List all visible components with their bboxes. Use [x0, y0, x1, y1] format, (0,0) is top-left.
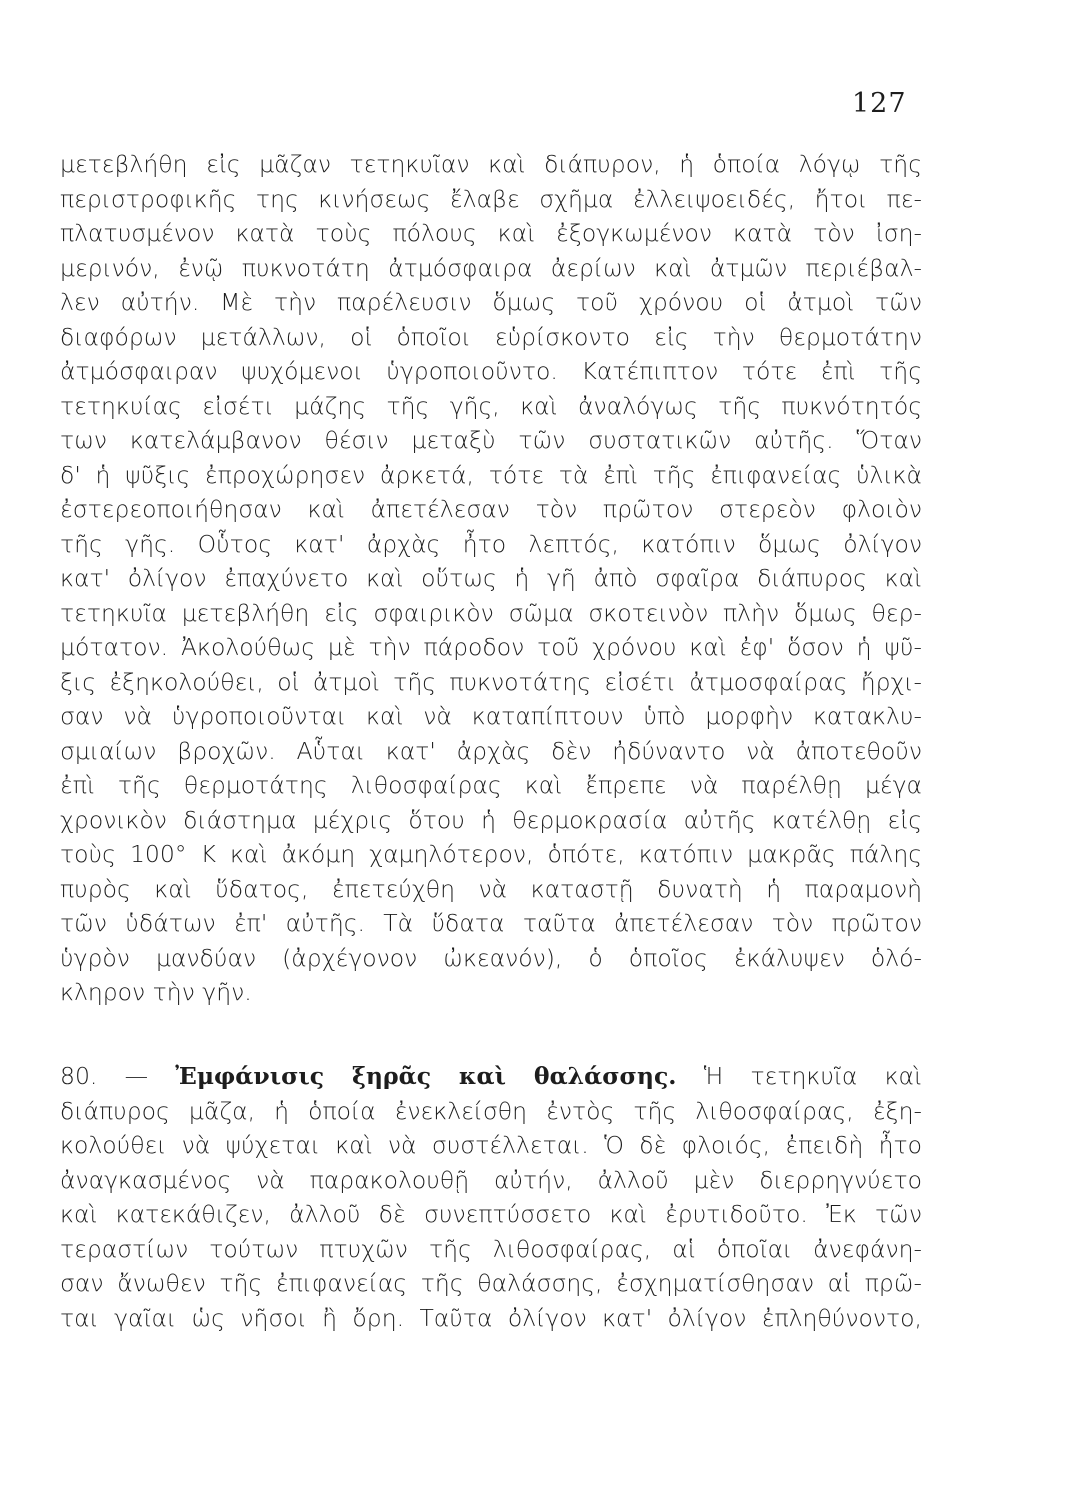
section-number: 80. —	[60, 1062, 149, 1090]
section-heading: Ἐμφάνισις ξηρᾶς καὶ θαλάσσης.	[175, 1062, 677, 1090]
text-line: μετεβλήθη εἰς μᾶζαν τετηκυῖαν καὶ διάπυρον, ἡ ὁποία λόγῳ τῆς	[60, 150, 922, 178]
text-line: ἀναγκασμένος νὰ παρακολουθῇ αὐτήν, ἀλλοῦ μὲν διερρηγνύετο	[60, 1165, 922, 1194]
text-line: κληρον τὴν γῆν.	[60, 978, 252, 1006]
text-line: κολούθει νὰ ψύχεται καὶ νὰ συστέλλεται. Ὁ δὲ φλοιός, ἐπειδὴ ἦτο	[60, 1131, 922, 1159]
text-line: των κατελάμβανον θέσιν μεταξὺ τῶν συστατικῶν αὐτῆς. Ὅταν	[60, 426, 922, 454]
section-80	[60, 1059, 922, 1335]
text-line: κατ' ὀλίγον ἐπαχύνετο καὶ οὕτως ἡ γῆ ἀπὸ σφαῖρα διάπυρος καὶ	[60, 564, 922, 592]
text-line: ἐπὶ τῆς θερμοτάτης λιθοσφαίρας καὶ ἔπρεπε νὰ παρέλθῃ μέγα	[60, 771, 922, 799]
text-line: σμιαίων βροχῶν. Αὗται κατ' ἀρχὰς δὲν ἠδύναντο νὰ ἀποτεθοῦν	[60, 736, 922, 765]
text-line: δ' ἡ ψῦξις ἐπροχώρησεν ἀρκετά, τότε τὰ ἐπὶ τῆς ἐπιφανείας ὑλικὰ	[60, 460, 922, 489]
section-heading-line	[60, 1059, 922, 1094]
text-line: τεραστίων τούτων πτυχῶν τῆς λιθοσφαίρας, αἱ ὁποῖαι ἀνεφάνη-	[60, 1234, 922, 1263]
text-line: χρονικὸν διάστημα μέχρις ὅτου ἡ θερμοκρασία αὐτῆς κατέλθῃ εἰς	[60, 805, 922, 834]
text-line: τῆς γῆς. Οὗτος κατ' ἀρχὰς ἦτο λεπτός, κατόπιν ὅμως ὀλίγον	[60, 529, 922, 558]
text-line: τετηκυῖα μετεβλήθη εἰς σφαιρικὸν σῶμα σκοτεινὸν πλὴν ὅμως θερ-	[60, 598, 922, 627]
text-line: τοὺς 100° Κ καὶ ἀκόμη χαμηλότερον, ὁπότε, κατόπιν μακρᾶς πάλης	[60, 840, 922, 868]
page-number: 127	[852, 88, 907, 119]
text-line: ται γαῖαι ὡς νῆσοι ἢ ὄρη. Ταῦτα ὀλίγον κατ' ὀλίγον ἐπληθύνοντο,	[60, 1303, 922, 1332]
text-line: τῶν ὑδάτων ἐπ' αὐτῆς. Τὰ ὕδατα ταῦτα ἀπετέλεσαν τὸν πρῶτον	[60, 909, 922, 937]
text-line: ὑγρὸν μανδύαν (ἀρχέγονον ὠκεανόν), ὁ ὁποῖος ἐκάλυψεν ὁλό-	[60, 943, 922, 972]
text-line: διάπυρος μᾶζα, ἡ ὁποία ἐνεκλείσθη ἐντὸς τῆς λιθοσφαίρας, ἐξη-	[60, 1096, 922, 1125]
text-line: πυρὸς καὶ ὕδατος, ἐπετεύχθη νὰ καταστῇ δυνατὴ ἡ παραμονὴ	[60, 874, 922, 903]
text-line: τετηκυίας εἰσέτι μάζης τῆς γῆς, καὶ ἀναλόγως τῆς πυκνότητός	[60, 391, 922, 420]
text-line: πλατυσμένον κατὰ τοὺς πόλους καὶ ἐξογκωμένον κατὰ τὸν ἰση-	[60, 219, 922, 247]
section-lead-text: Ἡ τετηκυῖα καὶ	[703, 1062, 922, 1090]
text-line: λεν αὐτήν. Μὲ τὴν παρέλευσιν ὅμως τοῦ χρόνου οἱ ἀτμοὶ τῶν	[60, 288, 922, 316]
text-line: διαφόρων μετάλλων, οἱ ὁποῖοι εὑρίσκοντο εἰς τὴν θερμοτάτην	[60, 322, 922, 351]
text-line: ξις ἐξηκολούθει, οἱ ἀτμοὶ τῆς πυκνοτάτης εἰσέτι ἀτμοσφαίρας ἤρχι-	[60, 667, 922, 696]
text-line: ἀτμόσφαιραν ψυχόμενοι ὑγροποιοῦντο. Κατέπιπτον τότε ἐπὶ τῆς	[60, 357, 922, 385]
text-line: σαν νὰ ὑγροποιοῦνται καὶ νὰ καταπίπτουν ὑπὸ μορφὴν κατακλυ-	[60, 702, 922, 730]
text-line: σαν ἄνωθεν τῆς ἐπιφανείας τῆς θαλάσσης, ἐσχηματίσθησαν αἱ πρῶ-	[60, 1269, 922, 1297]
text-line: περιστροφικῆς της κινήσεως ἔλαβε σχῆμα ἐλλειψοειδές, ἤτοι πε-	[60, 184, 922, 213]
paragraph-continuation	[60, 147, 922, 1010]
text-line: μότατον. Ἀκολούθως μὲ τὴν πάροδον τοῦ χρόνου καὶ ἐφ' ὅσον ἡ ψῦ-	[60, 633, 922, 661]
text-line: καὶ κατεκάθιζεν, ἀλλοῦ δὲ συνεπτύσσετο καὶ ἐρυτιδοῦτο. Ἐκ τῶν	[60, 1200, 922, 1228]
text-line: μερινόν, ἐνῷ πυκνοτάτη ἀτμόσφαιρα ἀερίων καὶ ἀτμῶν περιέβαλ-	[60, 253, 922, 282]
text-line: ἐστερεοποιήθησαν καὶ ἀπετέλεσαν τὸν πρῶτον στερεὸν φλοιὸν	[60, 495, 922, 523]
